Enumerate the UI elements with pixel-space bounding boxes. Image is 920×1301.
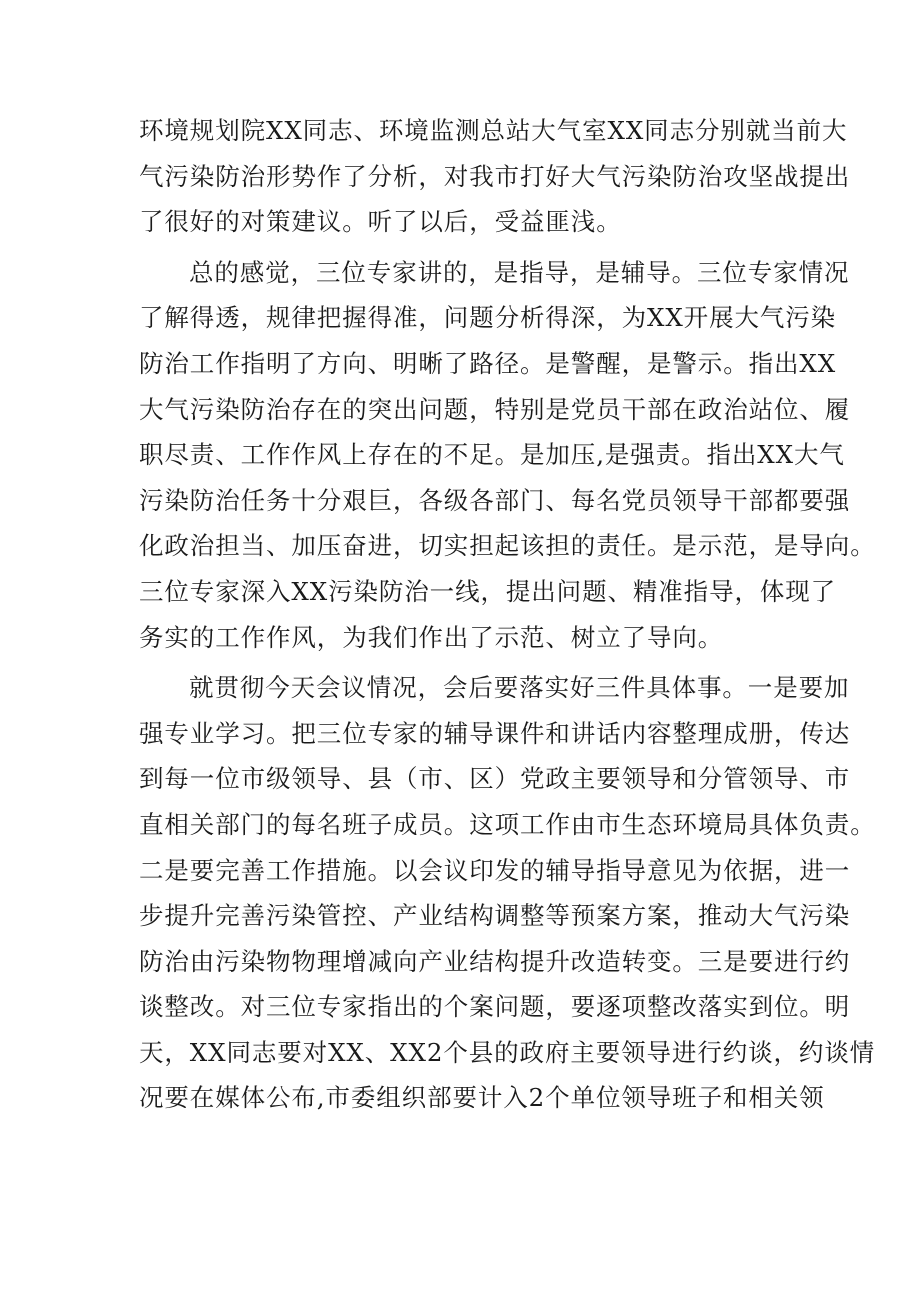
text-line: 环境规划院XX同志、环境监测总站大气室XX同志分别就当前大 bbox=[139, 116, 848, 145]
text-line: 天，XX同志要对XX、XX2个县的政府主要领导进行约谈，约谈情 bbox=[139, 1037, 876, 1067]
text-line: 二是要完善工作措施。以会议印发的辅导指导意见为依据，进一 bbox=[139, 855, 851, 885]
text-line: 就贯彻今天会议情况，会后要落实好三件具体事。一是要加 bbox=[189, 673, 850, 703]
paragraph-2 bbox=[139, 250, 876, 660]
text-line: 三位专家深入XX污染防治一线，提出问题、精准指导，体现了 bbox=[139, 576, 837, 606]
paragraph-1 bbox=[139, 108, 851, 245]
text-line: 职尽责、工作作风上存在的不足。是加压,是强责。指出XX大气 bbox=[139, 440, 845, 470]
text-line: 强专业学习。把三位专家的辅导课件和讲话内容整理成册，传达 bbox=[139, 718, 851, 748]
text-line: 了很好的对策建议。听了以后，受益匪浅。 bbox=[139, 207, 622, 237]
text-line: 大气污染防治存在的突出问题，特别是党员干部在政治站位、履 bbox=[139, 394, 851, 424]
text-line: 污染防治任务十分艰巨，各级各部门、每名党员领导干部都要强 bbox=[139, 485, 851, 515]
text-line: 况要在媒体公布,市委组织部要计入2个单位领导班子和相关领 bbox=[139, 1083, 825, 1113]
text-line: 防治工作指明了方向、明晰了路径。是警醒，是警示。指出XX bbox=[139, 348, 837, 378]
document-page bbox=[139, 108, 876, 1121]
text-line: 气污染防治形势作了分析，对我市打好大气污染防治攻坚战提出 bbox=[139, 161, 851, 191]
text-line: 务实的工作作风，为我们作出了示范、树立了导向。 bbox=[139, 622, 724, 652]
text-line: 直相关部门的每名班子成员。这项工作由市生态环境局具体负责。 bbox=[139, 809, 876, 839]
text-line: 总的感觉，三位专家讲的，是指导，是辅导。三位专家情况 bbox=[189, 257, 850, 287]
text-line: 到每一位市级领导、县（市、区）党政主要领导和分管领导、市 bbox=[139, 764, 851, 794]
text-line: 防治由污染物物理增减向产业结构提升改造转变。三是要进行约 bbox=[139, 946, 851, 976]
text-line: 了解得透，规律把握得准，问题分析得深，为XX开展大气污染 bbox=[139, 303, 837, 333]
text-line: 谈整改。对三位专家指出的个案问题，要逐项整改落实到位。明 bbox=[139, 992, 851, 1022]
text-line: 步提升完善污染管控、产业结构调整等预案方案，推动大气污染 bbox=[139, 901, 851, 931]
text-line: 化政治担当、加压奋进，切实担起该担的责任。是示范，是导向。 bbox=[139, 531, 876, 561]
paragraph-3 bbox=[139, 665, 876, 1121]
